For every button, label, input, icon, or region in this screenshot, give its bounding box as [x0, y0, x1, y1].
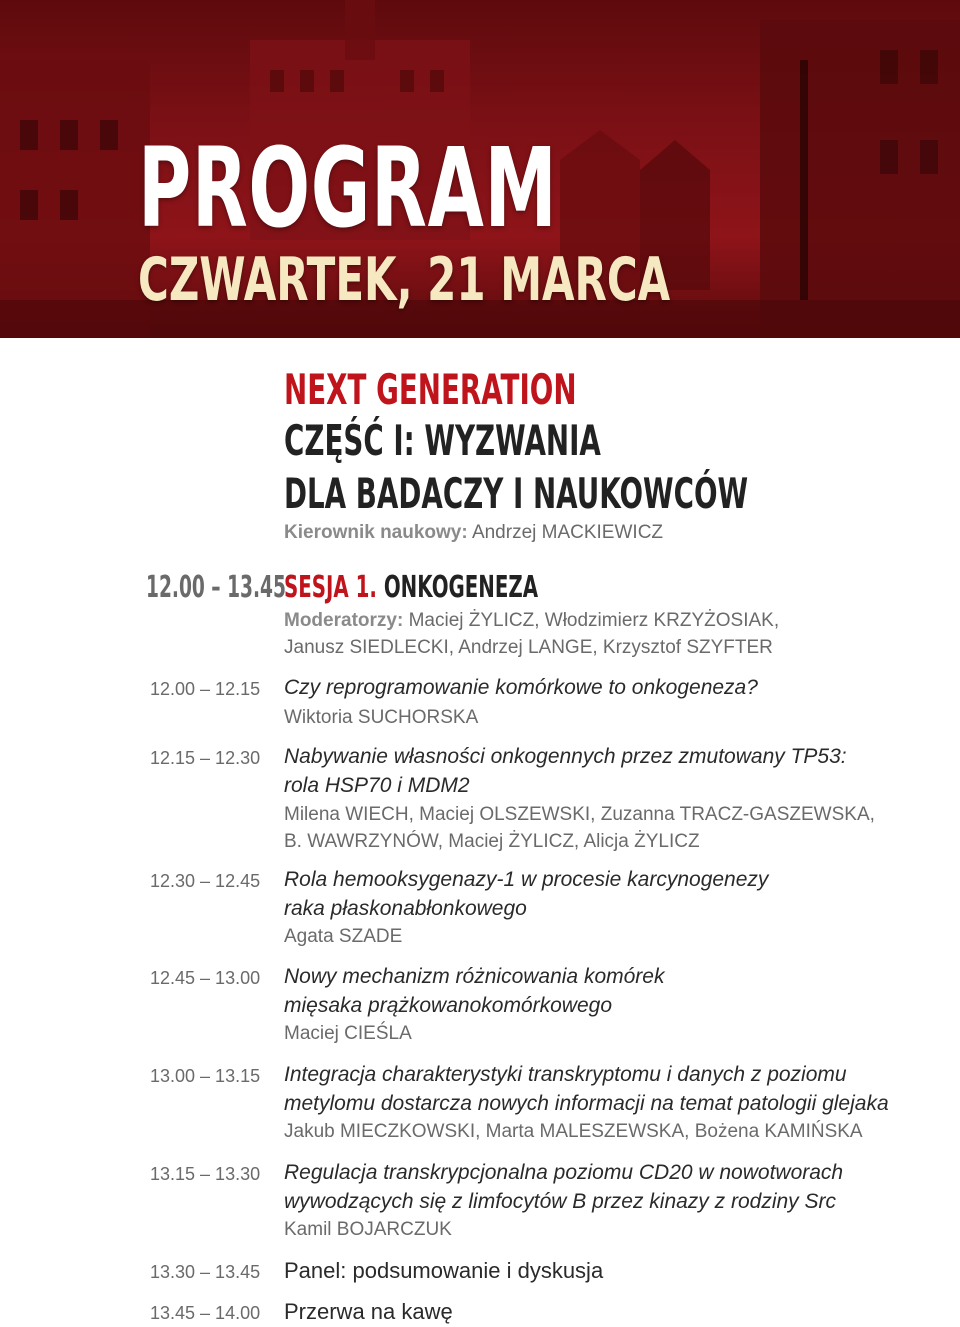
item-authors	[284, 1216, 452, 1243]
session-moderators	[284, 607, 779, 661]
section-title-line1: NEXT GENERATION	[284, 365, 577, 414]
item-time: 13.00 – 13.15	[150, 1066, 261, 1086]
header-banner	[0, 0, 960, 338]
moderators-line: Janusz SIEDLECKI, Andrzej LANGE, Krzysztof SZYFTER	[284, 637, 773, 658]
page-date: CZWARTEK, 21 MARCA	[138, 245, 671, 315]
item-title-line: Integracja charakterystyki transkryptomu i danych z poziomu	[284, 1063, 847, 1086]
item-authors-line: Kamil BOJARCZUK	[284, 1219, 452, 1240]
session-time: 12.00 – 13.45	[146, 570, 286, 605]
item-title-line: rola HSP70 i MDM2	[284, 773, 470, 797]
item-time: 13.45 – 14.00	[150, 1303, 261, 1323]
moderators-line: Maciej ŻYLICZ, Włodzimierz KRZYŻOSIAK,	[408, 610, 780, 631]
moderators-label: Moderatorzy:	[284, 610, 404, 631]
item-title-line: wywodzących się z limfocytów B przez kinazy z rodziny Src	[284, 1189, 836, 1213]
item-title	[284, 866, 768, 923]
item-title: Panel: podsumowanie i dyskusja	[284, 1258, 604, 1283]
item-title-line: raka płaskonabłonkowego	[284, 896, 527, 920]
section-title-line3: DLA BADACZY I NAUKOWCÓW	[284, 469, 749, 518]
item-title	[284, 1159, 843, 1216]
item-title	[284, 1061, 889, 1118]
item-authors-line: Jakub MIECZKOWSKI, Marta MALESZEWSKA, Bożena KAMIŃSKA	[284, 1121, 863, 1142]
item-authors-line: Maciej CIEŚLA	[284, 1023, 412, 1044]
session-title	[284, 570, 538, 606]
item-time: 13.15 – 13.30	[150, 1164, 261, 1184]
item-title	[284, 963, 664, 1020]
item-time: 12.45 – 13.00	[150, 968, 261, 988]
item-title-line: Czy reprogramowanie komórkowe to onkogeneza?	[284, 676, 758, 699]
item-title-line: Rola hemooksygenazy-1 w procesie karcynogenezy	[284, 868, 769, 891]
page-title: PROGRAM	[138, 124, 558, 252]
item-authors	[284, 1118, 863, 1145]
scientific-director	[284, 520, 663, 546]
item-title	[284, 674, 758, 703]
item-authors-line: Wiktoria SUCHORSKA	[284, 707, 479, 728]
item-authors	[284, 801, 875, 855]
item-authors	[284, 704, 478, 731]
session-label: SESJA 1.	[284, 570, 377, 605]
scientific-director-name: Andrzej MACKIEWICZ	[471, 522, 664, 543]
item-time: 12.30 – 12.45	[150, 871, 261, 891]
item-title-line: mięsaka prążkowanokomórkowego	[284, 993, 612, 1017]
item-title-line: Nowy mechanizm różnicowania komórek	[284, 965, 665, 988]
section-title-line2: CZĘŚĆ I: WYZWANIA	[284, 416, 601, 465]
item-time: 12.15 – 12.30	[150, 748, 261, 768]
item-title-line: metylomu dostarcza nowych informacji na temat patologii glejaka	[284, 1091, 889, 1115]
session-name: ONKOGENEZA	[383, 570, 539, 605]
item-authors	[284, 1020, 412, 1047]
item-title	[284, 743, 847, 800]
item-authors-line: Agata SZADE	[284, 926, 403, 947]
item-time: 13.30 – 13.45	[150, 1262, 261, 1282]
item-title: Przerwa na kawę	[284, 1299, 453, 1324]
item-title-line: Regulacja transkrypcjonalna poziomu CD20 w nowotworach	[284, 1161, 844, 1184]
item-authors-line: Milena WIECH, Maciej OLSZEWSKI, Zuzanna TRACZ-GASZEWSKA,	[284, 804, 875, 825]
scientific-director-label: Kierownik naukowy:	[284, 522, 468, 543]
item-time: 12.00 – 12.15	[150, 679, 261, 699]
item-authors-line: B. WAWRZYNÓW, Maciej ŻYLICZ, Alicja ŻYLICZ	[284, 831, 700, 852]
item-title-line: Nabywanie własności onkogennych przez zmutowany TP53:	[284, 745, 847, 768]
item-authors	[284, 923, 402, 950]
